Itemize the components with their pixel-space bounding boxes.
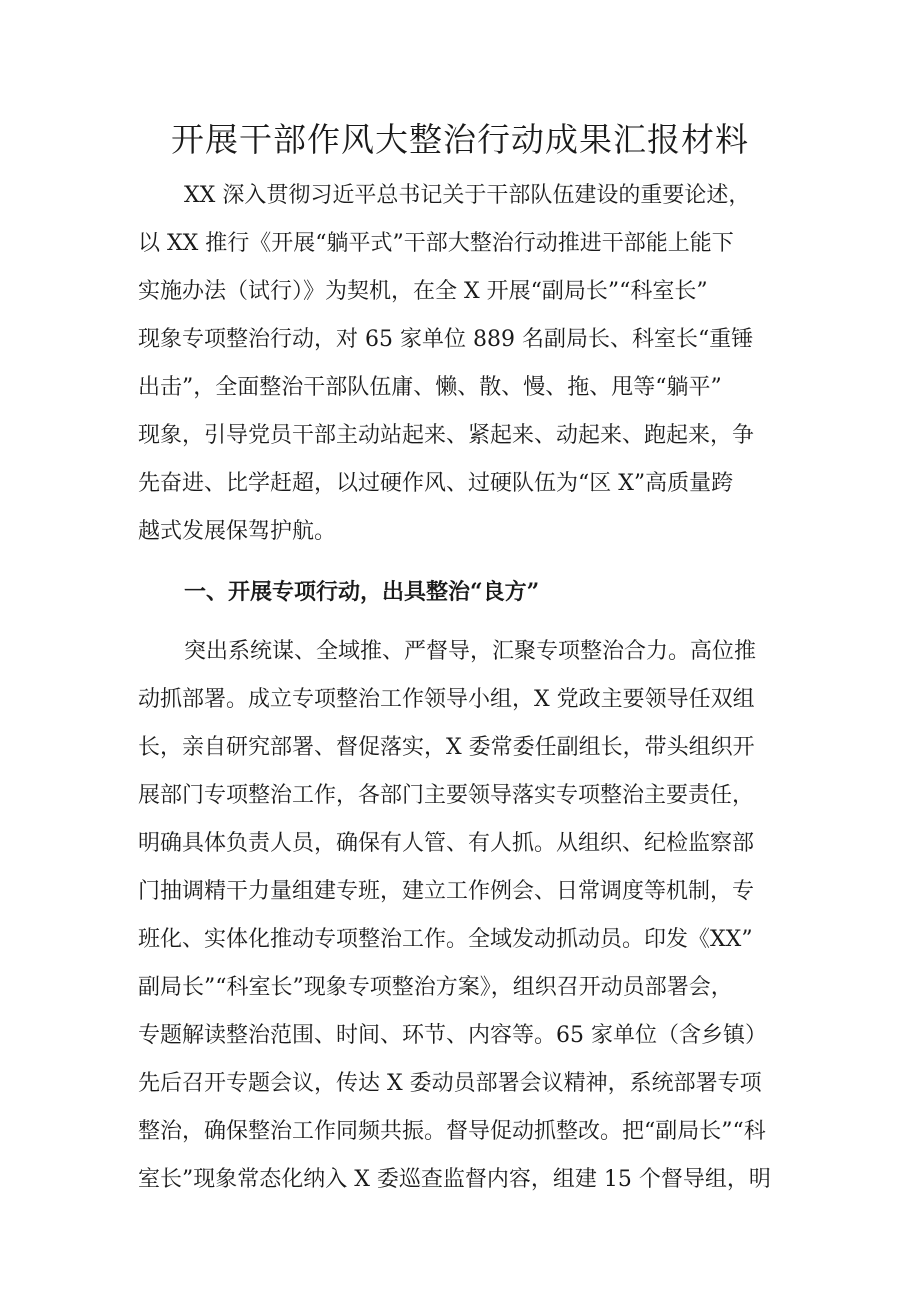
section-heading-1: 一、开展专项行动，出具整治“良方” <box>184 579 540 605</box>
intro-line-1: XX 深入贯彻习近平总书记关于干部队伍建设的重要论述， <box>184 183 751 208</box>
intro-line-7: 先奋进、比学赶超，以过硬作风、过硬队伍为“区 X”高质量跨 <box>138 471 734 496</box>
section1-line-4: 展部门专项整治工作，各部门主要领导落实专项整治主要责任， <box>138 783 755 808</box>
section1-line-10: 先后召开专题会议，传达 X 委动员部署会议精神，系统部署专项 <box>138 1071 762 1096</box>
section1-line-11: 整治，确保整治工作同频共振。督导促动抓整改。把“副局长”“科 <box>138 1119 766 1144</box>
document-title: 开展干部作风大整治行动成果汇报材料 <box>171 120 749 159</box>
section1-line-5: 明确具体负责人员，确保有人管、有人抓。从组织、纪检监察部 <box>138 831 755 856</box>
section1-line-7: 班化、实体化推动专项整治工作。全域发动抓动员。印发《XX” <box>138 927 753 952</box>
section1-line-6: 门抽调精干力量组建专班，建立工作例会、日常调度等机制，专 <box>138 879 755 904</box>
section1-line-3: 长，亲自研究部署、督促落实，X 委常委任副组长，带头组织开 <box>138 735 755 760</box>
intro-line-3: 实施办法（试行）》为契机，在全 X 开展“副局长”“科室长” <box>138 279 708 304</box>
section1-line-2: 动抓部署。成立专项整治工作领导小组，X 党政主要领导任双组 <box>138 687 755 712</box>
intro-line-2: 以 XX 推行《开展“躺平式”干部大整治行动推进干部能上能下 <box>138 231 734 256</box>
intro-line-5: 出击”，全面整治干部队伍庸、懒、散、慢、拖、甩等“躺平” <box>138 375 722 400</box>
section1-line-9: 专题解读整治范围、时间、环节、内容等。65 家单位（含乡镇） <box>138 1023 767 1048</box>
section1-line-8: 副局长”“科室长”现象专项整治方案》，组织召开动员部署会， <box>138 975 733 1000</box>
intro-line-4: 现象专项整治行动，对 65 家单位 889 名副局长、科室长“重锤 <box>138 327 754 352</box>
section1-line-12: 室长”现象常态化纳入 X 委巡查监督内容，组建 15 个督导组，明 <box>138 1167 771 1192</box>
section1-line-1: 突出系统谋、全域推、严督导，汇聚专项整治合力。高位推 <box>184 639 757 664</box>
intro-line-8: 越式发展保驾护航。 <box>138 519 337 544</box>
intro-line-6: 现象，引导党员干部主动站起来、紧起来、动起来、跑起来，争 <box>138 423 755 448</box>
